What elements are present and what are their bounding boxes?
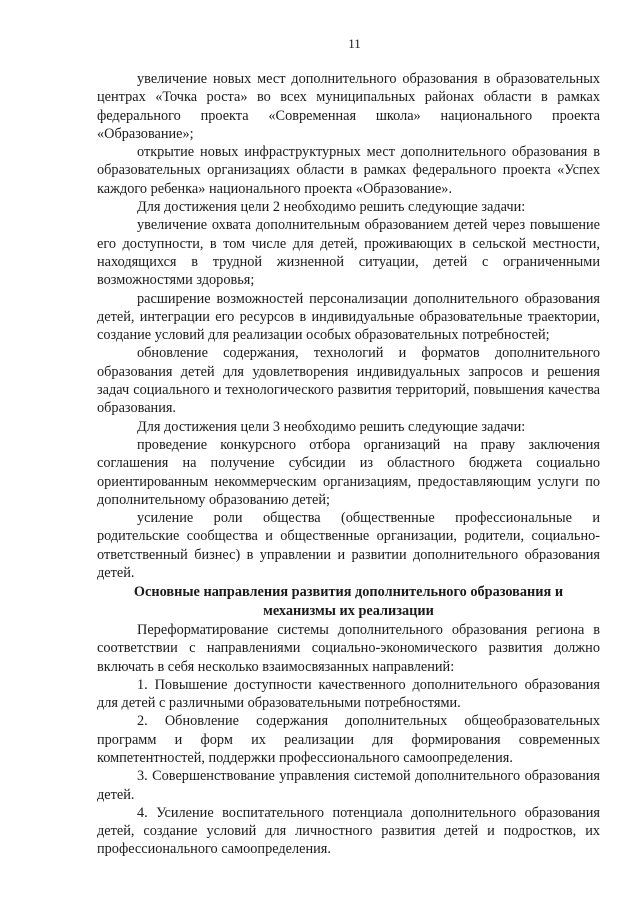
body-text	[97, 70, 600, 859]
paragraph: увеличение новых мест дополнительного образования в образовательных центрах «Точка роста» во всех муниципальных районах области в рамках федерального проекта «Современная школа» национального проекта «Образование»;	[97, 71, 600, 142]
paragraph: Для достижения цели 3 необходимо решить следующие задачи:	[137, 418, 526, 435]
paragraph: проведение конкурсного отбора организаций на праву заключения соглашения на получение субсидии из областного бюджета социально ориентированным некоммерческим организациям, предоставляющим услуги по дополнительному образованию детей;	[97, 436, 600, 508]
page-number: 11	[348, 36, 361, 51]
paragraph: Для достижения цели 2 необходимо решить следующие задачи:	[137, 199, 526, 216]
list-item: 2. Обновление содержания дополнительных общеобразовательных программ и форм их реализации для формирования современных компетентностей, поддержки профессионального самоопределения.	[97, 713, 600, 766]
paragraph: обновление содержания, технологий и форматов дополнительного образования детей для удовлетворения индивидуальных запросов и решения задач социального и технологического развития территорий, повышения качества образования.	[97, 345, 600, 417]
list-item: 4. Усиление воспитательного потенциала дополнительного образования детей, создание условий для личностного развития детей и подростков, их профессионального самоопределения.	[97, 804, 600, 858]
paragraph: увеличение охвата дополнительным образованием детей через повышение его доступности, в том числе для детей, проживающих в сельской местности, находящихся в трудной жизненной ситуации, детей с ограниченными возможностями здоровья;	[97, 217, 600, 289]
paragraph: расширение возможностей персонализации дополнительного образования детей, интеграции его ресурсов в индивидуальные образовательные траектории, создание условий для реализации особых образовательных потребностей;	[97, 290, 600, 344]
paragraph: усиление роли общества (общественные профессиональные и родительские сообщества и общественные организации, родители, социально-ответственный бизнес) в управлении и развитии дополнительного образования детей.	[97, 510, 600, 582]
section-heading: Основные направления развития дополнительного образования и механизмы их реализации	[133, 584, 564, 619]
paragraph: открытие новых инфраструктурных мест дополнительного образования в образовательных организациях области в рамках федерального проекта «Успех каждого ребенка» национального проекта «Образование».	[97, 144, 600, 197]
list-item: 3. Совершенствование управления системой дополнительного образования детей.	[97, 768, 600, 803]
list-item: 1. Повышение доступности качественного дополнительного образования для детей с различными образовательными потребностями.	[97, 676, 600, 712]
paragraph: Переформатирование системы дополнительного образования региона в соответствии с направлениями социально-экономического развития должно включать в себя несколько взаимосвязанных направлений:	[97, 621, 600, 675]
